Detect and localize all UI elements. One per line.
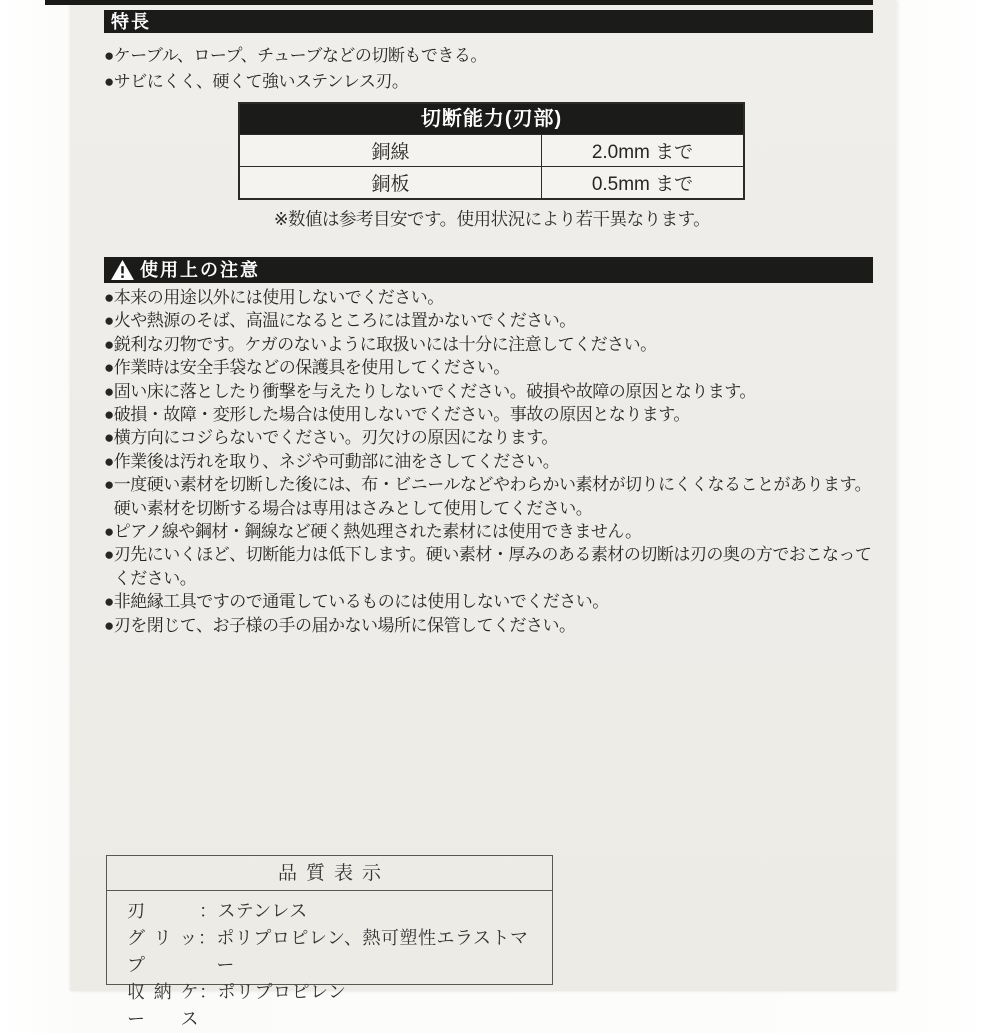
- caution-header-title: 使用上の注意: [140, 260, 260, 280]
- caution-text: 本来の用途以外には使用しないでください。: [113, 288, 444, 307]
- table-row: [240, 166, 743, 198]
- list-item: [104, 590, 884, 613]
- caution-text: 作業時は安全手袋などの保護具を使用してください。: [113, 358, 510, 378]
- list-item: [104, 543, 884, 590]
- features-list: [104, 43, 884, 95]
- quality-value: ステンレス: [217, 901, 308, 921]
- quality-indication-box: [106, 855, 553, 1029]
- capacity-cell: 0.5mm まで: [591, 174, 694, 195]
- bullet-icon: ●: [104, 311, 114, 331]
- bullet-icon: ●: [104, 46, 114, 65]
- caution-text: 一度硬い素材を切断した後には、布・ビニールなどやわらかい素材が切りにくくなることがあります。硬い素材を切断する場合は専用はさみとして使用してください。: [113, 475, 872, 518]
- bullet-icon: ●: [104, 475, 114, 495]
- quality-value: ポリプロピレン: [217, 982, 347, 1002]
- features-header-bar: [104, 10, 873, 33]
- list-item: [104, 286, 884, 309]
- bullet-icon: ●: [104, 334, 114, 354]
- quality-row: [127, 979, 542, 1033]
- list-item: [104, 403, 884, 426]
- bullet-icon: ●: [104, 72, 114, 91]
- bullet-icon: ●: [104, 522, 114, 542]
- colon-separator: ：: [197, 928, 217, 948]
- caution-text: 非絶縁工具ですので通電しているものには使用しないでください。: [113, 592, 609, 612]
- quality-label: 刃: [127, 901, 146, 921]
- bullet-icon: ●: [104, 381, 114, 401]
- bullet-icon: ●: [104, 358, 114, 378]
- cutting-capacity-table: [238, 102, 745, 200]
- capacity-cell: 2.0mm まで: [591, 142, 694, 163]
- quality-box-title: 品質表示: [107, 856, 552, 891]
- bullet-icon: ●: [104, 288, 114, 307]
- list-item: [104, 309, 884, 332]
- quality-label: グリップ: [127, 928, 198, 975]
- quality-value: ポリプロピレン、熱可塑性エラストマー: [216, 928, 529, 975]
- bullet-icon: ●: [104, 405, 114, 425]
- list-item: [104, 426, 884, 449]
- list-item: [104, 450, 884, 473]
- bullet-icon: ●: [104, 592, 114, 612]
- caution-text: 破損・故障・変形した場合は使用しないでください。事故の原因となります。: [113, 405, 690, 425]
- table-row: [240, 134, 743, 166]
- list-item: [104, 473, 884, 520]
- caution-text: ピアノ線や鋼材・鋼線など硬く熱処理された素材には使用できません。: [113, 522, 642, 542]
- caution-list: [104, 286, 884, 637]
- colon-separator: ：: [199, 901, 218, 921]
- table-footnote: ※数値は参考目安です。使用状況により若干異なります。: [273, 209, 711, 229]
- bullet-icon: ●: [104, 545, 114, 565]
- quality-row: [127, 925, 542, 979]
- caution-text: 作業後は汚れを取り、ネジや可動部に油をさしてください。: [113, 451, 560, 471]
- list-item: [104, 69, 884, 95]
- material-cell: 銅線: [240, 135, 542, 166]
- colon-separator: ：: [199, 982, 218, 1002]
- warning-triangle-icon: [111, 260, 134, 280]
- caution-text: 刃先にいくほど、切断能力は低下します。硬い素材・厚みのある素材の切断は刃の奥の方でおこなってください。: [113, 545, 872, 588]
- list-item: [104, 333, 884, 356]
- list-item: [104, 520, 884, 543]
- feature-text: サビにくく、硬くて強いステンレス刃。: [113, 72, 409, 91]
- bullet-icon: ●: [104, 451, 114, 471]
- caution-text: 火や熱源のそば、高温になるところには置かないでください。: [113, 311, 576, 331]
- quality-row: [127, 898, 542, 925]
- caution-text: 刃を閉じて、お子様の手の届かない場所に保管してください。: [113, 615, 576, 635]
- quality-box-body: [107, 891, 552, 1033]
- bullet-icon: ●: [104, 428, 114, 448]
- material-cell: 銅板: [240, 167, 542, 198]
- feature-text: ケーブル、ロープ、チューブなどの切断もできる。: [113, 46, 487, 65]
- bullet-icon: ●: [104, 615, 114, 635]
- quality-label: 収納ケース: [127, 982, 199, 1029]
- list-item: [104, 43, 884, 69]
- caution-header-bar: [104, 257, 873, 283]
- caution-text: 固い床に落としたり衝撃を与えたりしないでください。破損や故障の原因となります。: [113, 381, 756, 401]
- list-item: [104, 614, 884, 637]
- list-item: [104, 356, 884, 379]
- features-header-title: 特長: [111, 11, 151, 32]
- table-title: 切断能力(刃部): [240, 104, 743, 134]
- list-item: [104, 380, 884, 403]
- caution-text: 鋭利な刃物です。ケガのないように取扱いには十分に注意してください。: [113, 334, 657, 354]
- caution-text: 横方向にコジらないでください。刃欠けの原因になります。: [113, 428, 558, 448]
- top-black-strip: [45, 0, 873, 5]
